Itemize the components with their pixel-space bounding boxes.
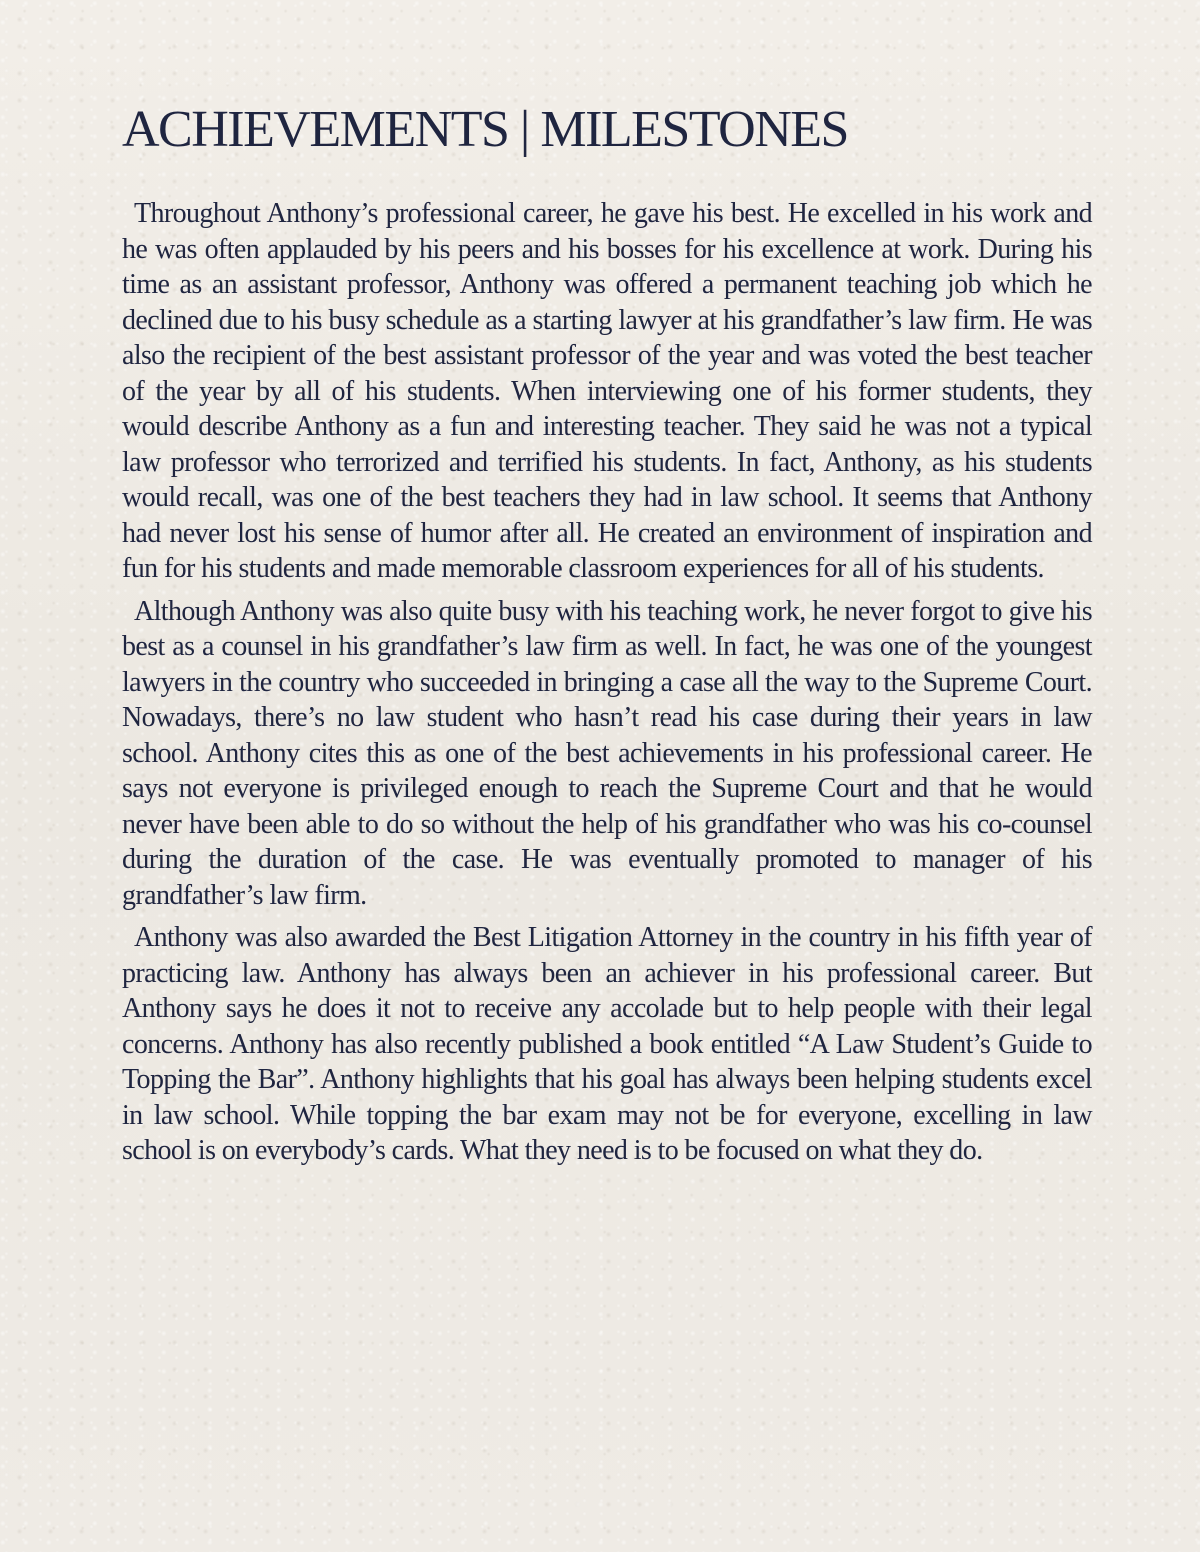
paragraph-awards: Anthony was also awarded the Best Litigation Attorney in the country in his fifth year of practicing law. Anthony has always been an achiever in his professional career. But Anthony says he does it not to receive any accolade but to help people with their legal concerns. Anthony has also recently published a book entitled “A Law Student’s Guide to Topping the Bar”. Anthony highlights that his goal has always been helping students excel in law school. While topping the bar exam may not be for everyone, excelling in law school is on everybody’s cards. What they need is to be focused on what they do. [122,922,1092,1166]
document-page [122,100,1092,1176]
document-body [122,196,1092,1169]
paragraph-law-firm: Although Anthony was also quite busy with his teaching work, he never forgot to give his best as a counsel in his grandfather’s law firm as well. In fact, he was one of the youngest lawyers in the country who succeeded in bringing a case all the way to the Supreme Court. Nowadays, there’s no law student who hasn’t read his case during their years in law school. Anthony cites this as one of the best achievements in his professional career. He says not everyone is privileged enough to reach the Supreme Court and that he would never have been able to do so without the help of his grandfather who was his co-counsel during the duration of the case. He was eventually promoted to manager of his grandfather’s law firm. [122,595,1092,911]
paragraph-career: Throughout Anthony’s professional career, he gave his best. He excelled in his work and he was often applauded by his peers and his bosses for his excellence at work. During his time as an assistant professor, Anthony was offered a permanent teaching job which he declined due to his busy schedule as a starting lawyer at his grandfather’s law firm. He was also the recipient of the best assistant professor of the year and was voted the best teacher of the year by all of his students. When interviewing one of his former students, they would describe Anthony as a fun and interesting teacher. They said he was not a typical law professor who terrorized and terrified his students. In fact, Anthony, as his students would recall, was one of the best teachers they had in law school. It seems that Anthony had never lost his sense of humor after all. He created an environment of inspiration and fun for his students and made memorable classroom experiences for all of his students. [122,198,1092,584]
page-title: ACHIEVEMENTS | MILESTONES [122,101,848,158]
